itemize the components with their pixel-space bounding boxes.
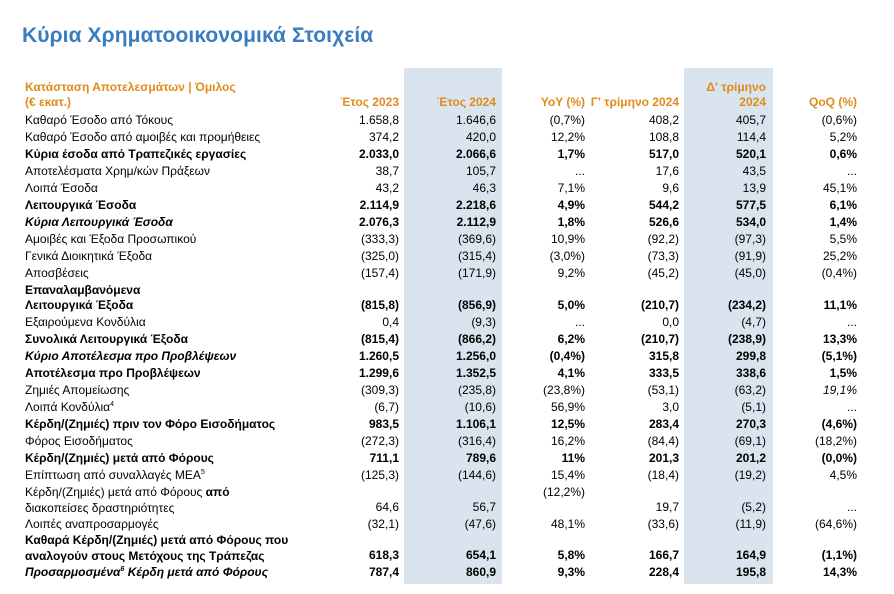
value-2023: 43,2	[375, 181, 399, 195]
table-row	[0, 399, 894, 416]
value-2023: 2.076,3	[358, 215, 399, 229]
table-row	[0, 484, 894, 516]
table-row	[0, 416, 894, 433]
row-label	[25, 129, 345, 146]
header-year-2023: Έτος 2023	[340, 95, 399, 109]
value-q3-2024: (210,7)	[640, 332, 679, 346]
value-qoq: ...	[846, 164, 857, 178]
value-qoq: 4,5%	[829, 468, 857, 482]
value-yoy: 56,9%	[550, 400, 585, 414]
row-label-text: Επαναλαμβανόμενα	[25, 283, 141, 297]
value-q3-2024: (210,7)	[640, 298, 679, 312]
table-row	[0, 365, 894, 382]
value-2023: 787,4	[368, 565, 399, 579]
table-row	[0, 248, 894, 265]
value-2024: (171,9)	[457, 266, 496, 280]
value-q4-2024: (63,2)	[734, 383, 766, 397]
value-yoy: 15,4%	[550, 468, 585, 482]
value-qoq: ...	[846, 315, 857, 329]
footnote-marker: 5	[200, 469, 205, 476]
value-2023: 64,6	[375, 500, 399, 514]
value-qoq: ...	[846, 400, 857, 414]
value-q3-2024: 283,4	[648, 417, 679, 431]
value-qoq: 19,1%	[822, 383, 857, 397]
table-row	[0, 433, 894, 450]
value-2024: 2.066,6	[455, 147, 496, 161]
value-yoy: 10,9%	[550, 232, 585, 246]
table-row	[0, 467, 894, 484]
value-2023: (6,7)	[374, 400, 399, 414]
page-title: Κύρια Χρηματοοικονομικά Στοιχεία	[22, 24, 374, 47]
row-label	[25, 146, 345, 163]
table-row	[0, 516, 894, 533]
value-yoy: (0,7%)	[549, 113, 585, 127]
value-2024: 1.106,1	[455, 417, 496, 431]
value-q4-2024: 13,9	[742, 181, 766, 195]
value-qoq: 14,3%	[822, 565, 857, 579]
value-q3-2024: 228,4	[648, 565, 679, 579]
table-row	[0, 146, 894, 163]
value-2023: (157,4)	[360, 266, 399, 280]
row-label-text: Φόρος Εισοδήματος	[25, 434, 133, 448]
row-label	[25, 532, 325, 564]
row-label	[25, 265, 345, 282]
value-yoy: 6,2%	[557, 332, 585, 346]
value-q3-2024: 408,2	[648, 113, 679, 127]
value-yoy: 12,5%	[550, 417, 585, 431]
row-label	[25, 467, 345, 484]
header-year-2024: Έτος 2024	[437, 95, 496, 109]
value-2024: (235,8)	[457, 383, 496, 397]
row-label-text: Λοιπά Κονδύλια	[25, 400, 111, 414]
value-q3-2024: 315,8	[648, 349, 679, 363]
value-2024: 105,7	[465, 164, 496, 178]
value-2024: 2.218,6	[455, 198, 496, 212]
value-2023: 1.658,8	[358, 113, 399, 127]
header-yoy: YoY (%)	[540, 95, 585, 109]
row-label-text: Κύρια έσοδα από Τραπεζικές εργασίες	[25, 147, 247, 161]
value-2023: 2.033,0	[358, 147, 399, 161]
value-q4-2024: 577,5	[735, 198, 766, 212]
value-2024: (144,6)	[457, 468, 496, 482]
row-label-text: Εξαιρούμενα Κονδύλια	[25, 315, 146, 329]
value-q3-2024: 17,6	[655, 164, 679, 178]
value-q3-2024: 333,5	[648, 366, 679, 380]
value-q4-2024: 43,5	[742, 164, 766, 178]
value-q4-2024: 201,2	[735, 451, 766, 465]
value-2024: 420,0	[465, 130, 496, 144]
value-q3-2024: (73,3)	[647, 249, 679, 263]
value-2023: 983,5	[368, 417, 399, 431]
value-yoy: (3,0%)	[549, 249, 585, 263]
value-2023: (815,4)	[360, 332, 399, 346]
header-q4-2024	[680, 80, 766, 110]
value-qoq: 45,1%	[822, 181, 857, 195]
value-q3-2024: (53,1)	[647, 383, 679, 397]
value-2024: (369,6)	[457, 232, 496, 246]
value-q4-2024: 405,7	[735, 113, 766, 127]
value-q3-2024: 544,2	[648, 198, 679, 212]
row-label	[25, 180, 345, 197]
table-row	[0, 297, 894, 314]
value-2024: 1.646,6	[455, 113, 496, 127]
header-q4-line2: 2024	[739, 95, 766, 109]
value-qoq: (0,6%)	[821, 113, 857, 127]
value-2023: (815,8)	[360, 298, 399, 312]
value-qoq: 25,2%	[822, 249, 857, 263]
value-q3-2024: 9,6	[662, 181, 679, 195]
value-2023: 711,1	[369, 451, 399, 465]
row-label-text: Συνολικά Λειτουργικά Έξοδα	[25, 332, 188, 346]
value-q4-2024: 534,0	[735, 215, 766, 229]
value-2024: 789,6	[465, 451, 496, 465]
value-qoq: 5,5%	[829, 232, 857, 246]
row-label-text: Κέρδη/(Ζημιές) πριν τον Φόρο Εισοδήματος	[25, 417, 276, 431]
row-label	[25, 297, 345, 314]
value-q3-2024: (45,2)	[647, 266, 679, 280]
value-yoy: 12,2%	[550, 130, 585, 144]
value-2024: 46,3	[472, 181, 496, 195]
value-qoq: 11,1%	[823, 298, 857, 312]
value-yoy: 5,8%	[557, 548, 585, 562]
row-label	[25, 348, 345, 365]
row-label	[25, 484, 325, 516]
value-2023: (32,1)	[367, 517, 399, 531]
row-label-bold-part: από	[205, 485, 230, 499]
row-label	[25, 450, 345, 467]
value-q4-2024: 299,8	[735, 349, 766, 363]
row-label	[25, 516, 345, 533]
value-q4-2024: 195,8	[735, 565, 766, 579]
value-q4-2024: (11,9)	[735, 517, 766, 531]
value-q3-2024: 201,3	[648, 451, 679, 465]
row-label-text: Αμοιβές και Έξοδα Προσωπικού	[25, 232, 197, 246]
value-q4-2024: (91,9)	[734, 249, 766, 263]
value-2023: 1.260,5	[358, 349, 399, 363]
row-label-text: Λοιπές αναπροσαρμογές	[25, 517, 159, 531]
value-q4-2024: (19,2)	[734, 468, 766, 482]
value-yoy: ...	[574, 315, 585, 329]
value-q4-2024: (97,3)	[734, 232, 766, 246]
value-2024: 654,1	[465, 548, 496, 562]
row-label	[25, 314, 345, 331]
value-2024: 2.112,9	[456, 215, 496, 229]
header-q3-2024: Γ' τρίμηνο 2024	[590, 95, 679, 109]
row-label-part: Κέρδη/(Ζημιές) μετά από Φόρους	[25, 485, 206, 499]
value-yoy: (12,2%)	[542, 485, 585, 499]
value-2023: 2.114,9	[359, 198, 399, 212]
header-label-line2: (€ εκατ.)	[25, 95, 72, 109]
row-label	[25, 248, 345, 265]
row-label	[25, 433, 345, 450]
row-label-text: Κύρια Λειτουργικά Έσοδα	[25, 215, 173, 229]
table-row	[0, 197, 894, 214]
table-row	[0, 348, 894, 365]
value-qoq: 5,2%	[829, 130, 857, 144]
value-q4-2024: 114,4	[736, 130, 766, 144]
value-2024: 56,7	[472, 500, 496, 514]
value-q3-2024: 526,6	[648, 215, 679, 229]
value-2023: 38,7	[375, 164, 399, 178]
value-qoq: (18,2%)	[814, 434, 857, 448]
row-label-tail: Κέρδη μετά από Φόρους	[124, 565, 268, 579]
header-label-line1: Κατάσταση Αποτελεσμάτων | Όμιλος	[25, 80, 236, 94]
row-label-text: Καθαρά Κέρδη/(Ζημιές) μετά από Φόρους που αναλογούν στους Μετόχους της Τράπεζας	[25, 533, 289, 563]
value-q3-2024: 517,0	[648, 147, 679, 161]
value-qoq: (0,4%)	[821, 266, 857, 280]
table-row	[0, 129, 894, 146]
value-q3-2024: (92,2)	[647, 232, 679, 246]
table-row	[0, 231, 894, 248]
value-q3-2024: 3,0	[662, 400, 679, 414]
value-q3-2024: (18,4)	[647, 468, 679, 482]
value-2024: (856,9)	[457, 298, 496, 312]
row-label-text: Αποτέλεσμα προ Προβλέψεων	[25, 366, 201, 380]
row-label	[25, 331, 345, 348]
table-row	[0, 532, 894, 564]
value-2024: (9,3)	[471, 315, 496, 329]
row-label-part: διακοπείσες δραστηριότητες	[25, 501, 175, 515]
row-label-text: Αποσβέσεις	[25, 266, 89, 280]
value-q3-2024: 0,0	[662, 315, 679, 329]
value-yoy: (0,4%)	[549, 349, 585, 363]
value-q3-2024: (84,4)	[647, 434, 679, 448]
row-label	[25, 564, 345, 581]
value-yoy: 9,3%	[557, 565, 585, 579]
value-qoq: 1,4%	[829, 215, 857, 229]
value-2024: (316,4)	[457, 434, 496, 448]
value-yoy: 11%	[561, 451, 585, 465]
row-label-text: Αποτελέσματα Χρημ/κών Πράξεων	[25, 164, 210, 178]
row-label	[25, 214, 345, 231]
value-q4-2024: (234,2)	[727, 298, 766, 312]
footnote-marker: 6	[120, 566, 125, 573]
value-yoy: 16,2%	[550, 434, 585, 448]
value-yoy: 4,9%	[557, 198, 585, 212]
value-2023: (325,0)	[360, 249, 399, 263]
value-q4-2024: (4,7)	[741, 315, 766, 329]
table-row	[0, 382, 894, 399]
value-2023: 1.299,6	[358, 366, 399, 380]
row-label	[25, 197, 345, 214]
header-q4-line1: Δ' τρίμηνο	[706, 80, 766, 94]
value-yoy: ...	[574, 164, 585, 178]
header-label	[25, 80, 285, 110]
row-label-text: Καθαρό Έσοδο από αμοιβές και προμήθειες	[25, 130, 261, 144]
value-yoy: 1,7%	[557, 147, 585, 161]
row-label	[25, 416, 345, 433]
row-label-text: Λειτουργικά Έσοδα	[25, 198, 137, 212]
value-2024: 1.256,0	[455, 349, 496, 363]
value-q3-2024: 166,7	[648, 548, 679, 562]
value-q4-2024: (238,9)	[727, 332, 766, 346]
value-2023: 374,2	[368, 130, 399, 144]
value-yoy: 5,0%	[557, 298, 585, 312]
value-2023: (333,3)	[360, 232, 399, 246]
value-q4-2024: 270,3	[735, 417, 766, 431]
value-q4-2024: 520,1	[735, 147, 766, 161]
row-label-text: Λειτουργικά Έξοδα	[25, 298, 134, 312]
row-label-text: Γενικά Διοικητικά Έξοδα	[25, 249, 153, 263]
value-qoq: (0,0%)	[821, 451, 857, 465]
value-q4-2024: (45,0)	[734, 266, 766, 280]
header-qoq: QoQ (%)	[809, 95, 857, 109]
value-2024: (866,2)	[457, 332, 496, 346]
value-qoq: (4,6%)	[821, 417, 857, 431]
table-row	[0, 450, 894, 467]
row-label	[25, 399, 345, 416]
value-2023: 618,3	[368, 548, 399, 562]
row-label-text: Προσαρμοσμένα	[25, 565, 121, 579]
table-row	[0, 214, 894, 231]
value-q4-2024: (5,1)	[741, 400, 766, 414]
value-2024: (10,6)	[464, 400, 496, 414]
value-q3-2024: 108,8	[648, 130, 679, 144]
row-label	[25, 382, 345, 399]
value-2024: 860,9	[465, 565, 496, 579]
row-label	[25, 231, 345, 248]
value-yoy: 48,1%	[550, 517, 585, 531]
value-qoq: 6,1%	[829, 198, 857, 212]
table-row	[0, 265, 894, 282]
value-yoy: 9,2%	[557, 266, 585, 280]
value-2023: (309,3)	[360, 383, 399, 397]
value-qoq: (64,6%)	[814, 517, 857, 531]
footnote-marker: 4	[110, 401, 115, 408]
value-2024: (47,6)	[464, 517, 496, 531]
value-2024: (315,4)	[457, 249, 496, 263]
table-row	[0, 163, 894, 180]
value-q4-2024: (69,1)	[734, 434, 766, 448]
row-label-text: Κέρδη/(Ζημιές) μετά από Φόρους	[25, 451, 214, 465]
table-row	[0, 180, 894, 197]
row-label-text: Επίπτωση από συναλλαγές ΜΕΑ	[25, 468, 201, 482]
value-qoq: (5,1%)	[821, 349, 857, 363]
value-2023: 0,4	[382, 315, 399, 329]
value-qoq: (1,1%)	[821, 548, 857, 562]
value-2023: (272,3)	[360, 434, 399, 448]
value-yoy: 7,1%	[557, 181, 585, 195]
value-q4-2024: 164,9	[735, 548, 766, 562]
table-row	[0, 564, 894, 581]
row-label	[25, 365, 345, 382]
row-label-text: Καθαρό Έσοδο από Τόκους	[25, 113, 173, 127]
row-label-text: Κύριο Αποτέλεσμα προ Προβλέψεων	[25, 349, 237, 363]
row-label-text: Λοιπά Έσοδα	[25, 181, 98, 195]
table-row	[0, 112, 894, 129]
value-q3-2024: (33,6)	[647, 517, 679, 531]
row-label	[25, 112, 345, 129]
value-q3-2024: 19,7	[655, 500, 679, 514]
row-label	[25, 163, 345, 180]
value-yoy: (23,8%)	[542, 383, 585, 397]
row-label-text: Ζημιές Απομείωσης	[25, 383, 130, 397]
value-yoy: 1,8%	[557, 215, 585, 229]
value-qoq: 1,5%	[829, 366, 857, 380]
value-qoq: 0,6%	[829, 147, 857, 161]
value-2023: (125,3)	[360, 468, 399, 482]
value-q4-2024: (5,2)	[741, 500, 766, 514]
value-qoq: ...	[846, 500, 857, 514]
value-qoq: 13,3%	[822, 332, 857, 346]
table-row	[0, 331, 894, 348]
table-row	[0, 314, 894, 331]
value-yoy: 4,1%	[557, 366, 585, 380]
value-q4-2024: 338,6	[735, 366, 766, 380]
value-2024: 1.352,5	[455, 366, 496, 380]
